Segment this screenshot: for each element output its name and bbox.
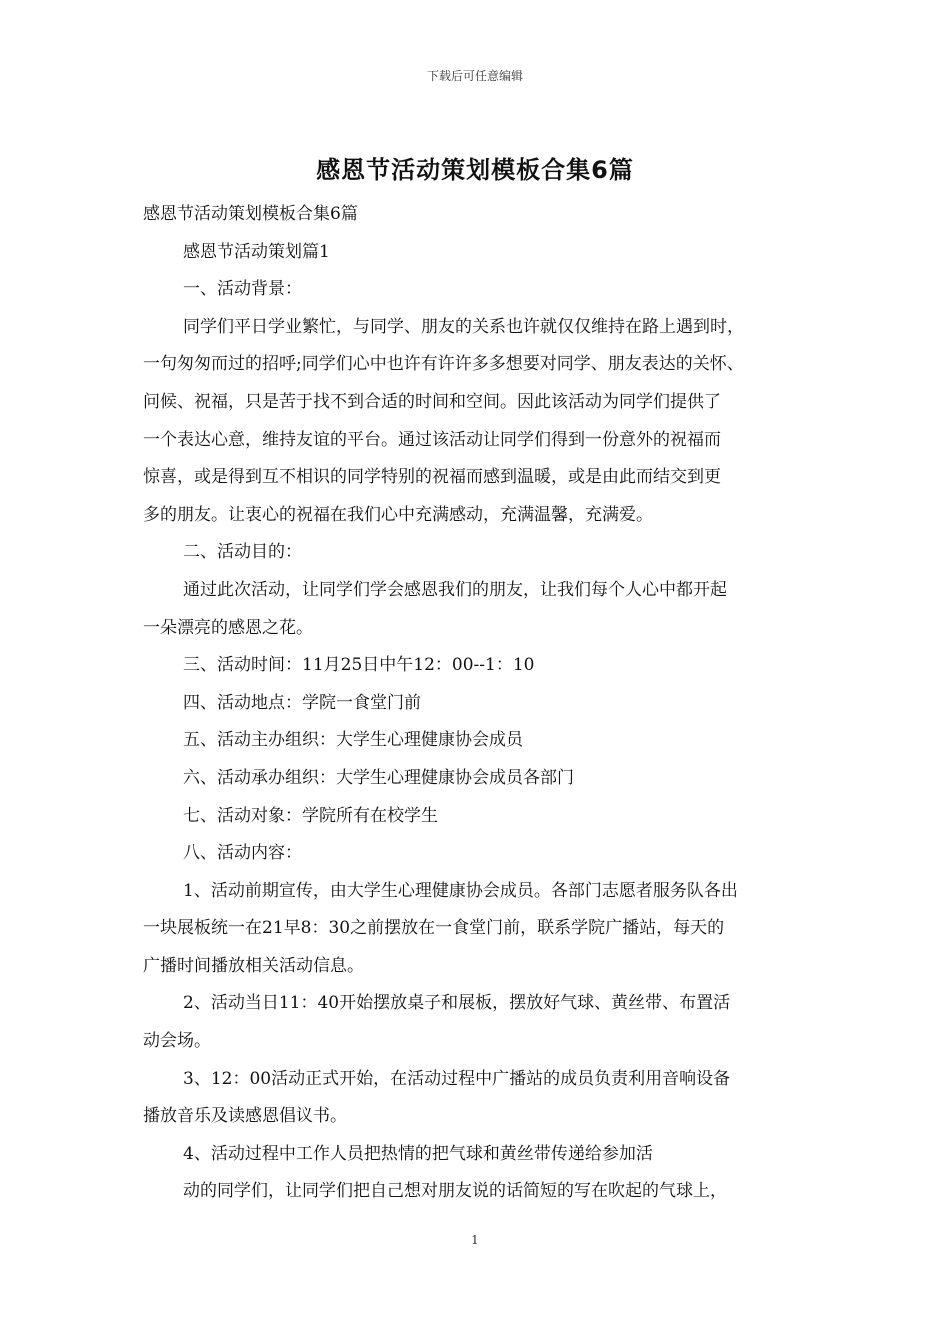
text-line: 一句匆匆而过的招呼;同学们心中也许有许许多多想要对同学、朋友表达的关怀、 xyxy=(143,354,744,375)
text-line: 三、活动时间：11月25日中午12：00--1：10 xyxy=(183,655,535,676)
text-line: 2、活动当日11：40开始摆放桌子和展板，摆放好气球、黄丝带、布置活 xyxy=(183,993,731,1014)
text-line: 一块展板统一在21早8：30之前摆放在一食堂门前，联系学院广播站，每天的 xyxy=(143,918,725,939)
document-body xyxy=(143,196,811,1211)
text-line: 多的朋友。让衷心的祝福在我们心中充满感动，充满温馨，充满爱。 xyxy=(143,504,653,525)
text-line: 惊喜，或是得到互不相识的同学特别的祝福而感到温暖，或是由此而结交到更 xyxy=(143,467,721,488)
text-line: 问候、祝福，只是苦于找不到合适的时间和空间。因此该活动为同学们提供了 xyxy=(143,391,721,412)
text-line: 一个表达心意，维持友谊的平台。通过该活动让同学们得到一份意外的祝福而 xyxy=(143,429,721,450)
text-line: 七、活动对象：学院所有在校学生 xyxy=(183,805,438,826)
text-line: 动的同学们，让同学们把自己想对朋友说的话简短的写在吹起的气球上， xyxy=(183,1181,727,1202)
text-line: 一朵漂亮的感恩之花。 xyxy=(143,617,313,638)
text-line: 二、活动目的： xyxy=(183,542,302,563)
page-header-note: 下载后可任意编辑 xyxy=(426,69,523,83)
text-line: 动会场。 xyxy=(143,1031,211,1052)
text-line: 感恩节活动策划模板合集6篇 xyxy=(143,204,358,224)
text-line: 五、活动主办组织：大学生心理健康协会成员 xyxy=(183,730,523,751)
document-title: 感恩节活动策划模板合集6篇 xyxy=(316,156,634,184)
text-line: 六、活动承办组织：大学生心理健康协会成员各部门 xyxy=(183,767,574,788)
text-line: 4、活动过程中工作人员把热情的把气球和黄丝带传递给参加活 xyxy=(183,1143,653,1164)
text-line: 1、活动前期宣传，由大学生心理健康协会成员。各部门志愿者服务队各出 xyxy=(183,880,738,901)
text-line: 同学们平日学业繁忙，与同学、朋友的关系也许就仅仅维持在路上遇到时， xyxy=(183,316,744,337)
text-line: 通过此次活动，让同学们学会感恩我们的朋友，让我们每个人心中都开起 xyxy=(183,579,727,600)
text-line: 3、12：00活动正式开始，在活动过程中广播站的成员负责利用音响设备 xyxy=(183,1068,731,1089)
text-line: 播放音乐及读感恩倡议书。 xyxy=(143,1106,347,1127)
text-line: 一、活动背景： xyxy=(183,279,302,300)
text-line: 感恩节活动策划篇1 xyxy=(183,241,330,262)
text-line: 四、活动地点：学院一食堂门前 xyxy=(183,692,421,713)
text-line: 广播时间播放相关活动信息。 xyxy=(143,955,364,976)
text-line: 八、活动内容： xyxy=(183,843,302,864)
page-number: 1 xyxy=(471,1233,479,1247)
